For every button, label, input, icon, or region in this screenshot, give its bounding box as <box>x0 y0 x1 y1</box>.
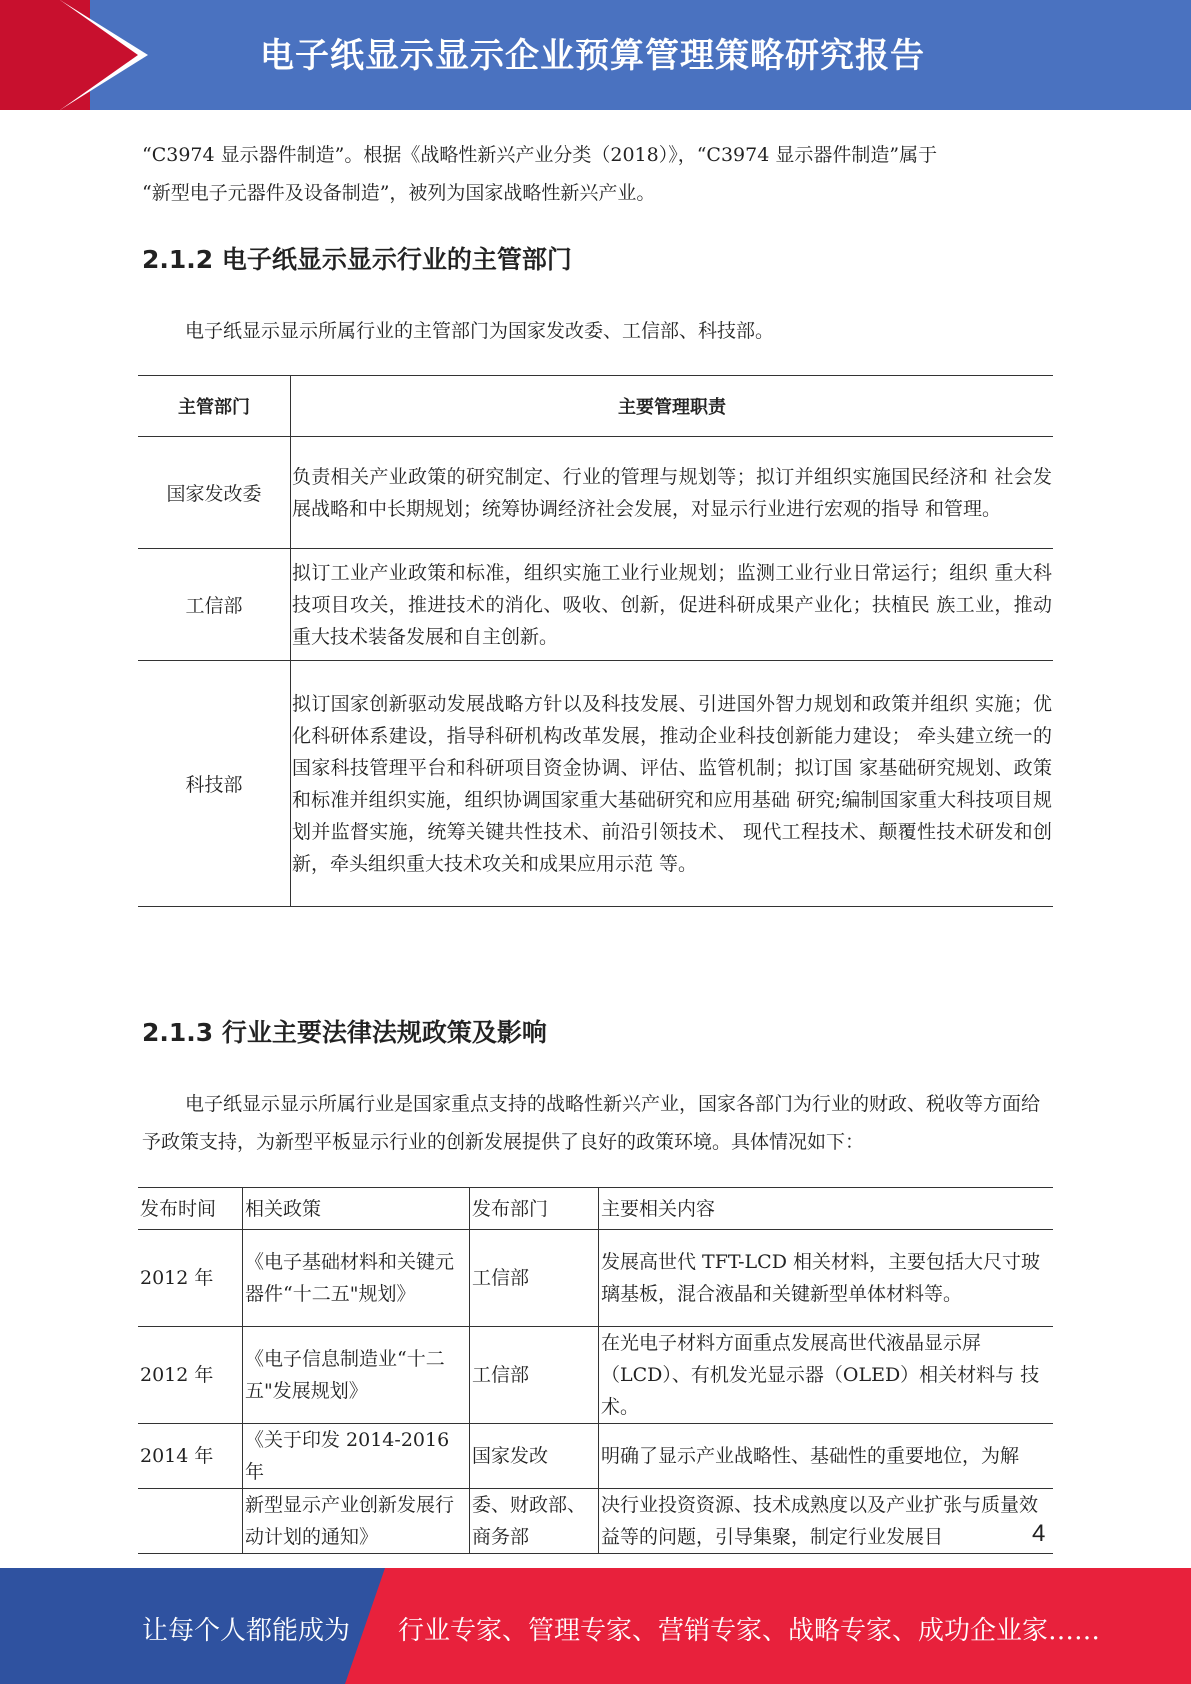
report-title: 电子纸显示显示企业预算管理策略研究报告 <box>260 36 925 76</box>
intro-line-2: “新型电子元器件及设备制造”，被列为国家战略性新兴产业。 <box>142 182 656 204</box>
policy-name-cell: 《电子基础材料和关键元器件“十二五"规划》 <box>243 1230 470 1327</box>
table-header-cell: 相关政策 <box>243 1188 470 1230</box>
policy-time-cell <box>138 1489 243 1554</box>
policy-content-cell: 明确了显示产业战略性、基础性的重要地位，为解 <box>599 1424 1054 1489</box>
table-header-cell: 主管部门 <box>138 376 291 437</box>
policy-dept-cell: 工信部 <box>470 1230 599 1327</box>
dept-duty-cell: 拟订国家创新驱动发展战略方针以及科技发展、引进国外智力规划和政策并组织 实施；优化科研体系建设，指导科研机构改革发展，推动企业科技创新能力建设； 牵头建立统一的国家科技管理平台和科研项目资金协调、评估、监管机制；拟订国 家基础研究规划、政策和标准并组织实施，组织协调国家重大基础研究和应用基础 研究;编制国家重大科技项目规划并监督实施，统筹关键共性技术、前沿引领技术、 现代工程技术、颠覆性技术研发和创新，牵头组织重大技术攻关和成果应用示范 等。 <box>291 661 1054 907</box>
policy-dept-cell: 委、财政部、商务部 <box>470 1489 599 1554</box>
dept-duty-cell: 负责相关产业政策的研究制定、行业的管理与规划等；拟订并组织实施国民经济和 社会发展战略和中长期规划；统筹协调经济社会发展，对显示行业进行宏观的指导 和管理。 <box>291 437 1054 549</box>
table-row <box>138 1424 1053 1489</box>
dept-name-cell: 科技部 <box>138 661 291 907</box>
table-header-row <box>138 376 1053 437</box>
policy-time-cell: 2012 年 <box>138 1230 243 1327</box>
department-table <box>138 375 1053 907</box>
footer-slogan-left: 让每个人都能成为 <box>142 1616 351 1646</box>
policy-time-cell: 2012 年 <box>138 1327 243 1424</box>
footer-slogan-right: 行业专家、管理专家、营销专家、战略专家、成功企业家…… <box>398 1616 1101 1646</box>
dept-duty-cell: 拟订工业产业政策和标准，组织实施工业行业规划；监测工业行业日常运行；组织 重大科技项目攻关，推进技术的消化、吸收、创新，促进科研成果产业化；扶植民 族工业，推动重大技术装备发展和自主创新。 <box>291 549 1054 661</box>
policy-dept-cell: 工信部 <box>470 1327 599 1424</box>
section-212-paragraph: 电子纸显示显示所属行业的主管部门为国家发改委、工信部、科技部。 <box>185 320 775 342</box>
policy-table <box>138 1187 1053 1554</box>
page-number: 4 <box>1032 1520 1046 1547</box>
table-row <box>138 437 1053 549</box>
table-row <box>138 661 1053 907</box>
policy-dept-cell: 国家发改 <box>470 1424 599 1489</box>
table-header-row <box>138 1188 1053 1230</box>
policy-content-cell: 在光电子材料方面重点发展高世代液晶显示屏（LCD）、有机发光显示器（OLED）相关材料与 技术。 <box>599 1327 1054 1424</box>
policy-name-cell: 《关于印发 2014-2016 年 <box>243 1424 470 1489</box>
dept-name-cell: 工信部 <box>138 549 291 661</box>
table-header-cell: 发布时间 <box>138 1188 243 1230</box>
table-header-cell: 主要相关内容 <box>599 1188 1054 1230</box>
policy-name-cell: 《电子信息制造业“十二五"发展规划》 <box>243 1327 470 1424</box>
dept-name-cell: 国家发改委 <box>138 437 291 549</box>
table-row <box>138 1230 1053 1327</box>
section-heading-213: 2.1.3 行业主要法律法规政策及影响 <box>142 1018 547 1047</box>
section-213-paragraph: 电子纸显示显示所属行业是国家重点支持的战略性新兴产业，国家各部门为行业的财政、税收等方面给予政策支持，为新型平板显示行业的创新发展提供了良好的政策环境。具体情况如下： <box>142 1093 1041 1153</box>
policy-content-cell: 决行业投资资源、技术成熟度以及产业扩张与质量效益等的问题，引导集聚，制定行业发展目 <box>599 1489 1054 1554</box>
policy-name-cell: 新型显示产业创新发展行动计划的通知》 <box>243 1489 470 1554</box>
policy-content-cell: 发展高世代 TFT-LCD 相关材料，主要包括大尺寸玻璃基板，混合液晶和关键新型单体材料等。 <box>599 1230 1054 1327</box>
table-header-cell: 发布部门 <box>470 1188 599 1230</box>
table-row <box>138 1327 1053 1424</box>
section-heading-212: 2.1.2 电子纸显示显示行业的主管部门 <box>142 245 572 274</box>
table-row <box>138 549 1053 661</box>
intro-line-1: “C3974 显示器件制造”。根据《战略性新兴产业分类（2018）》，“C3974 显示器件制造”属于 <box>142 144 938 166</box>
table-row <box>138 1489 1053 1554</box>
policy-time-cell: 2014 年 <box>138 1424 243 1489</box>
table-header-cell: 主要管理职责 <box>291 376 1054 437</box>
